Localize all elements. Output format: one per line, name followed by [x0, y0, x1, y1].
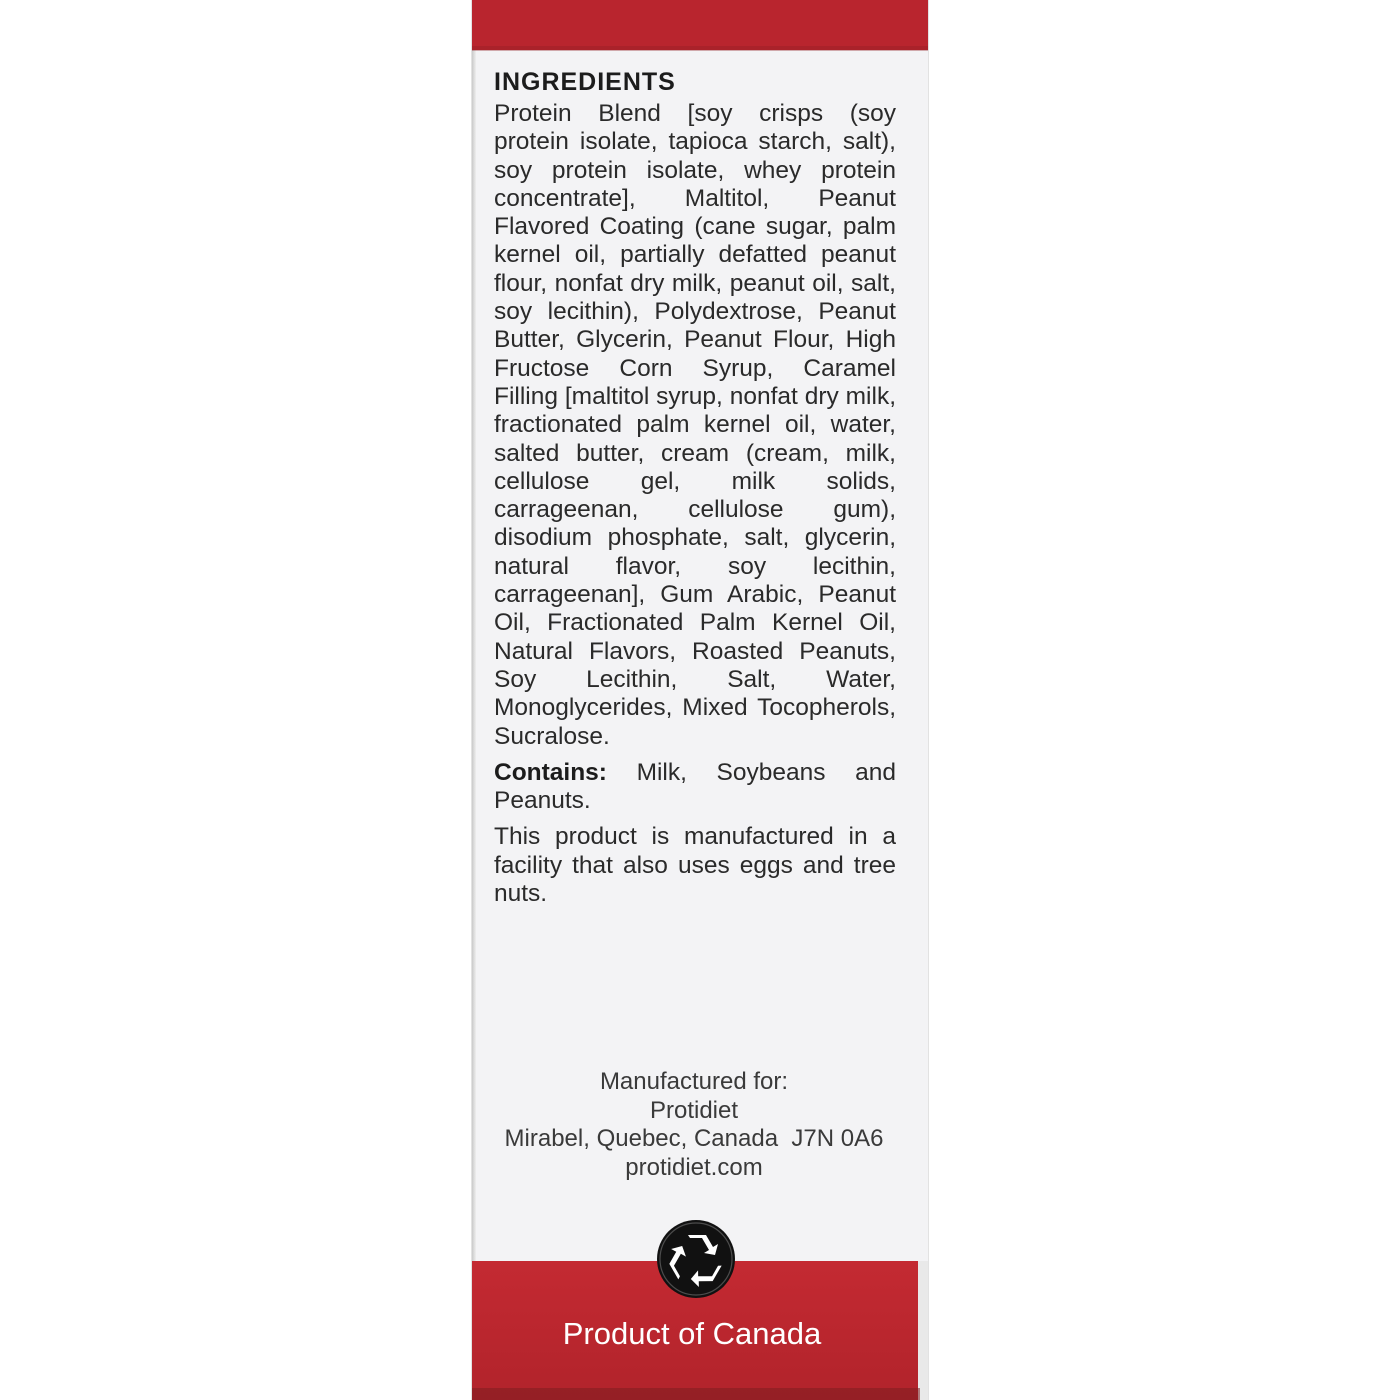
- manufacturer-info: [484, 1068, 904, 1182]
- contains-text: Milk, Soybeans and Peanuts.: [494, 758, 896, 815]
- manufacturer-website: protidiet.com: [625, 1153, 763, 1181]
- facility-note: This product is manufactured in a facility that also uses eggs and tree nuts.: [494, 823, 896, 908]
- allergen-statement: [494, 759, 896, 816]
- country-of-origin: Product of Canada: [562, 1316, 822, 1351]
- ingredients-heading: INGREDIENTS: [494, 68, 676, 96]
- recycle-icon: [656, 1219, 736, 1299]
- top-red-band: [472, 0, 928, 50]
- panel-left-fold: [472, 0, 476, 1400]
- bottom-band-right-edge: [918, 1261, 928, 1400]
- manufacturer-line-1: Manufactured for:: [599, 1068, 789, 1095]
- top-band-shadow: [472, 46, 928, 51]
- ingredients-section: [494, 66, 896, 908]
- manufacturer-address: Mirabel, Quebec, Canada J7N 0A6: [504, 1125, 884, 1152]
- contains-label: Contains:: [494, 758, 607, 786]
- manufacturer-name: Protidiet: [649, 1096, 739, 1124]
- bottom-fold-edge: [472, 1388, 920, 1400]
- ingredients-list: Protein Blend [soy crisps (soy protein isolate, tapioca starch, salt), soy protein isolate, whey protein concentrate], Maltitol, Peanut Flavored Coating (cane sugar, palm kernel oil, partially defatted peanut flour, nonfat dry milk, peanut oil, salt, soy lecithin), Polydextrose, Peanut Butter, Glycerin, Peanut Flour, High Fructose Corn Syrup, Caramel Filling [maltitol syrup, nonfat dry milk, fractionated palm kernel oil, water, salted butter, cream (cream, milk, cellulose gel, milk solids, carrageenan, cellulose gum), disodium phosphate, salt, glycerin, natural flavor, soy lecithin, carrageenan], Gum Arabic, Peanut Oil, Fractionated Palm Kernel Oil, Natural Flavors, Roasted Peanuts, Soy Lecithin, Salt, Water, Monoglycerides, Mixed Tocopherols, Sucralose.: [494, 100, 896, 750]
